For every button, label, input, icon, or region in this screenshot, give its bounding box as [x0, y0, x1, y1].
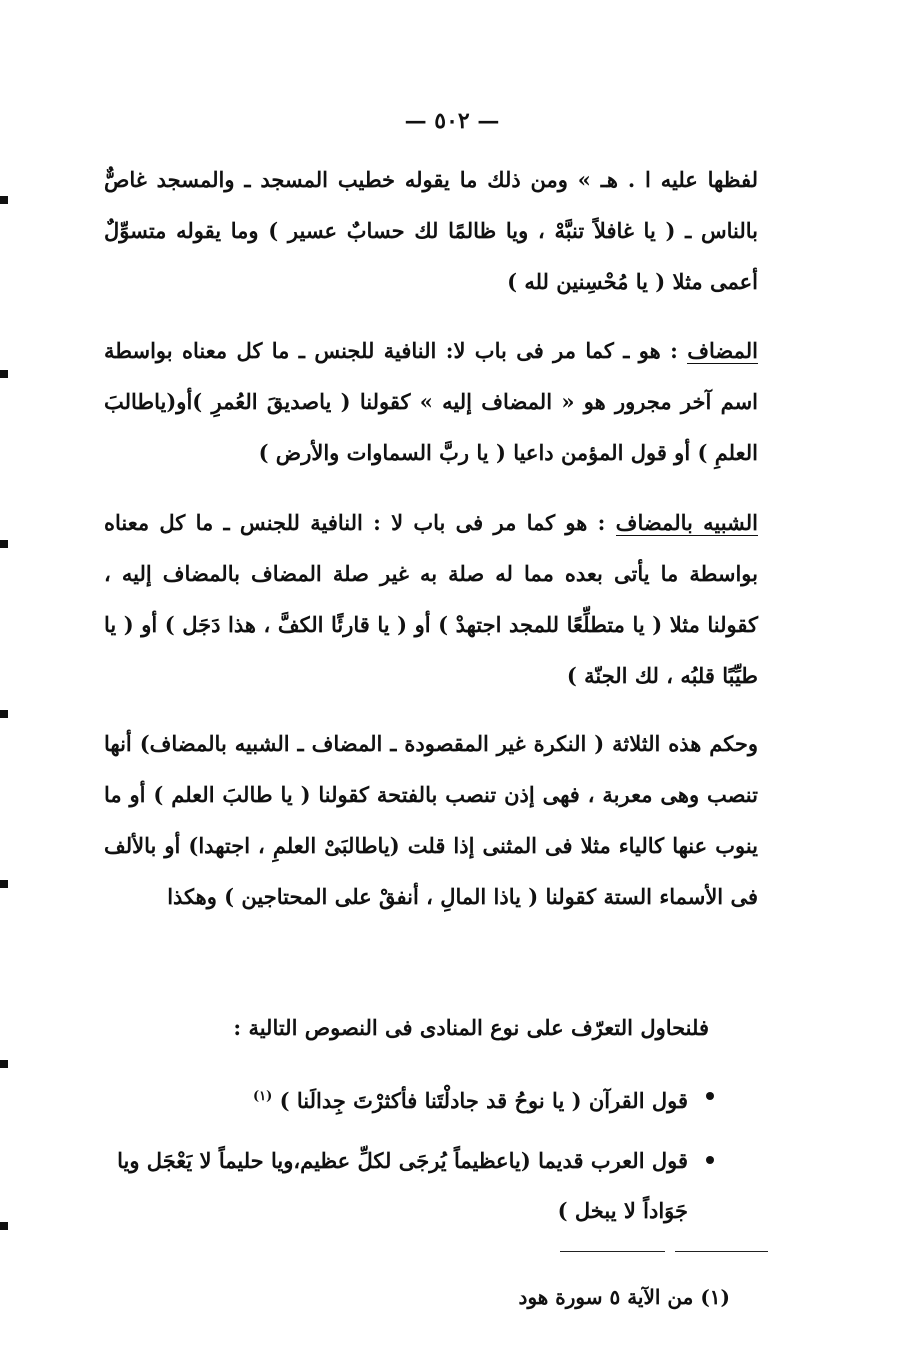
- definition-shabih-bil-mudaf: : هو كما مر فى باب لا : النافية للجنس ـ ما كل معناه بواسطة ما يأتى بعده مما له صلة به غير صلة المضاف بالمضاف إليه ، كقولنا مثلا ( يا متطلِّعًا للمجد اجتهدْ ) أو ( يا قارئًا الكفَّ ، هذا دَجَل ) أو ( يا طيِّبًا قلبُه ، لك الجنّة ): [104, 510, 758, 688]
- list-item-text: قول القرآن ( يا نوحُ قد جادلْتَنا فأكثرْتَ جِدالَنا ): [279, 1088, 688, 1113]
- bullet-icon: [706, 1092, 714, 1100]
- margin-mark: [0, 1222, 8, 1230]
- margin-mark: [0, 880, 8, 888]
- definition-mudaf: : هو ـ كما مر فى باب لا: النافية للجنس ـ ما كل معناه بواسطة اسم آخر مجرور هو « المضاف إليه » كقولنا ( ياصديقَ العُمرِ )أو(ياطالبَ العلمِ ) أو قول المؤمن داعيا ( يا ربَّ السماوات والأرض ): [104, 338, 758, 465]
- exercise-list: [104, 1072, 714, 1246]
- list-item-text: قول العرب قديما (ياعظيماً يُرجَى لكلِّ عظيم،ويا حليماً لا يَعْجَل ويا جَوَاداً لا يبخل ): [117, 1148, 688, 1223]
- paragraph-intro: لفظها عليه ا . هـ » ومن ذلك ما يقوله خطيب المسجد ـ والمسجد غاصٌّ بالناس ـ ( يا غافلاً تنبَّهْ ، ويا ظالمًا لك حسابٌ عسير ) وما يقوله متسوِّلٌ أعمى مثلا ( يا مُحْسِنين لله ): [104, 167, 758, 294]
- margin-mark: [0, 1060, 8, 1068]
- term-shabih-bil-mudaf: الشبيه بالمضاف: [615, 510, 759, 535]
- page-number: — ٥٠٢ —: [404, 108, 500, 134]
- paragraph-shabih-bil-mudaf: [104, 497, 758, 701]
- footnote-divider: [560, 1251, 665, 1252]
- bullet-icon: [706, 1156, 714, 1164]
- margin-mark: [0, 540, 8, 548]
- footnote: (١) من الآية ٥ سورة هود: [518, 1285, 730, 1309]
- footnote-divider: [675, 1251, 768, 1252]
- margin-mark: [0, 370, 8, 378]
- term-mudaf: المضاف: [687, 338, 759, 363]
- paragraph-ruling: وحكم هذه الثلاثة ( النكرة غير المقصودة ـ المضاف ـ الشبيه بالمضاف) أنها تنصب وهى معربة ، فهى إذن تنصب بالفتحة كقولنا ( يا طالبَ العلم ) أو ما ينوب عنها كالياء مثلا فى المثنى إذا قلت (ياطالبَىْ العلمِ ، اجتهدا) أو بالألف فى الأسماء الستة كقولنا ( ياذا المالِ ، أنفقْ على المحتاجين ) وهكذا: [104, 731, 758, 909]
- list-item: [104, 1136, 714, 1236]
- exercise-intro: فلنحاول التعرّف على نوع المنادى فى النصوص التالية :: [233, 1015, 709, 1040]
- margin-mark: [0, 196, 8, 204]
- footnote-reference: (١): [253, 1089, 273, 1104]
- paragraph-mudaf: [104, 325, 758, 478]
- list-item: [104, 1072, 714, 1126]
- margin-mark: [0, 710, 8, 718]
